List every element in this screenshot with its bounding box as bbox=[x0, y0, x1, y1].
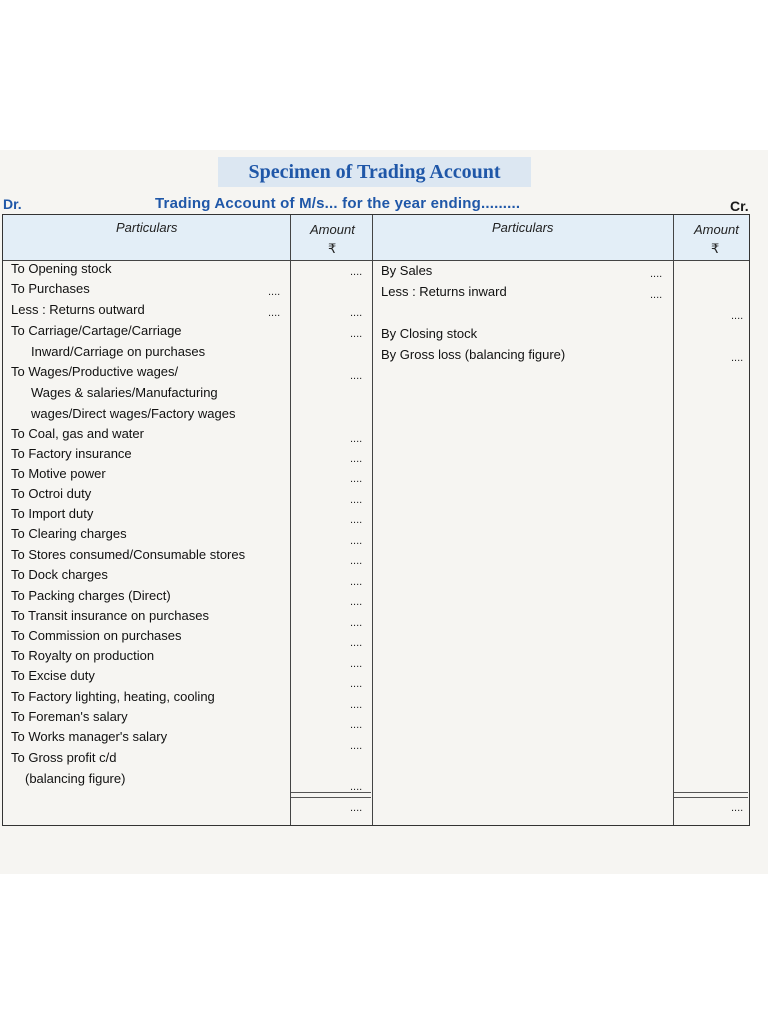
left-particulars-header: Particulars bbox=[116, 220, 178, 235]
right-amount-header: Amount bbox=[694, 222, 739, 237]
left-row: To Clearing charges bbox=[11, 526, 127, 541]
left-row: To Wages/Productive wages/ bbox=[11, 364, 179, 379]
right-row: Less : Returns inward bbox=[381, 284, 507, 299]
amount-placeholder: .... bbox=[350, 699, 363, 711]
left-row: To Factory lighting, heating, cooling bbox=[11, 689, 215, 704]
left-row: To Opening stock bbox=[11, 261, 112, 276]
debit-label: Dr. bbox=[3, 196, 22, 212]
right-row: By Gross loss (balancing figure) bbox=[381, 347, 566, 362]
left-amount-divider bbox=[290, 215, 291, 825]
left-total-placeholder: .... bbox=[350, 802, 363, 814]
left-total-top-rule bbox=[291, 792, 371, 793]
amount-placeholder: .... bbox=[350, 266, 363, 278]
left-row: To Stores consumed/Consumable stores bbox=[11, 547, 246, 562]
left-row: To Motive power bbox=[11, 466, 106, 481]
inner-amount-placeholder: .... bbox=[650, 289, 663, 301]
left-row: To Transit insurance on purchases bbox=[11, 608, 209, 623]
page-title: Specimen of Trading Account bbox=[248, 161, 501, 183]
left-amount-header: Amount bbox=[310, 222, 355, 237]
amount-placeholder: .... bbox=[350, 658, 363, 670]
amount-placeholder: .... bbox=[350, 740, 363, 752]
left-row: To Coal, gas and water bbox=[11, 426, 144, 441]
left-row: To Gross profit c/d bbox=[11, 750, 117, 765]
left-row: To Foreman's salary bbox=[11, 709, 128, 724]
trading-account-table bbox=[2, 214, 750, 826]
right-particulars-header: Particulars bbox=[492, 220, 554, 235]
left-row: Inward/Carriage on purchases bbox=[31, 344, 206, 359]
amount-placeholder: .... bbox=[350, 535, 363, 547]
left-rupee-symbol: ₹ bbox=[328, 241, 337, 256]
amount-placeholder: .... bbox=[350, 555, 363, 567]
left-row: To Works manager's salary bbox=[11, 729, 168, 744]
inner-amount-placeholder: .... bbox=[268, 286, 281, 298]
inner-amount-placeholder: .... bbox=[268, 307, 281, 319]
amount-placeholder: .... bbox=[731, 352, 744, 364]
left-row: To Factory insurance bbox=[11, 446, 132, 461]
account-subtitle: Trading Account of M/s... for the year ending......... bbox=[155, 195, 521, 212]
amount-placeholder: .... bbox=[350, 307, 363, 319]
right-row: By Closing stock bbox=[381, 326, 478, 341]
left-row: (balancing figure) bbox=[25, 771, 126, 786]
amount-placeholder: .... bbox=[350, 494, 363, 506]
amount-placeholder: .... bbox=[731, 310, 744, 322]
left-row: To Import duty bbox=[11, 506, 94, 521]
amount-placeholder: .... bbox=[350, 328, 363, 340]
amount-placeholder: .... bbox=[350, 678, 363, 690]
left-row: To Excise duty bbox=[11, 668, 95, 683]
left-row: Wages & salaries/Manufacturing bbox=[31, 385, 218, 400]
inner-amount-placeholder: .... bbox=[650, 268, 663, 280]
credit-label: Cr. bbox=[730, 198, 749, 214]
amount-placeholder: .... bbox=[350, 370, 363, 382]
amount-placeholder: .... bbox=[350, 781, 363, 793]
amount-placeholder: .... bbox=[350, 719, 363, 731]
left-row: To Commission on purchases bbox=[11, 628, 182, 643]
right-total-placeholder: .... bbox=[731, 802, 744, 814]
right-row: By Sales bbox=[381, 263, 433, 278]
left-row: To Dock charges bbox=[11, 567, 108, 582]
amount-placeholder: .... bbox=[350, 617, 363, 629]
left-row: To Royalty on production bbox=[11, 648, 155, 663]
left-row: To Purchases bbox=[11, 281, 90, 296]
title-banner bbox=[218, 157, 531, 187]
amount-placeholder: .... bbox=[350, 473, 363, 485]
center-divider bbox=[372, 215, 373, 825]
amount-placeholder: .... bbox=[350, 453, 363, 465]
table-header-band bbox=[3, 215, 749, 261]
amount-placeholder: .... bbox=[350, 637, 363, 649]
amount-placeholder: .... bbox=[350, 596, 363, 608]
left-row: wages/Direct wages/Factory wages bbox=[31, 406, 236, 421]
right-total-top-rule bbox=[674, 792, 748, 793]
right-total-double-rule bbox=[674, 797, 748, 798]
left-row: To Carriage/Cartage/Carriage bbox=[11, 323, 182, 338]
amount-placeholder: .... bbox=[350, 433, 363, 445]
right-rupee-symbol: ₹ bbox=[711, 241, 720, 256]
right-amount-divider bbox=[673, 215, 674, 825]
amount-placeholder: .... bbox=[350, 576, 363, 588]
left-row: To Packing charges (Direct) bbox=[11, 588, 171, 603]
left-row: To Octroi duty bbox=[11, 486, 92, 501]
left-total-double-rule bbox=[291, 797, 371, 798]
left-row: Less : Returns outward bbox=[11, 302, 145, 317]
amount-placeholder: .... bbox=[350, 514, 363, 526]
